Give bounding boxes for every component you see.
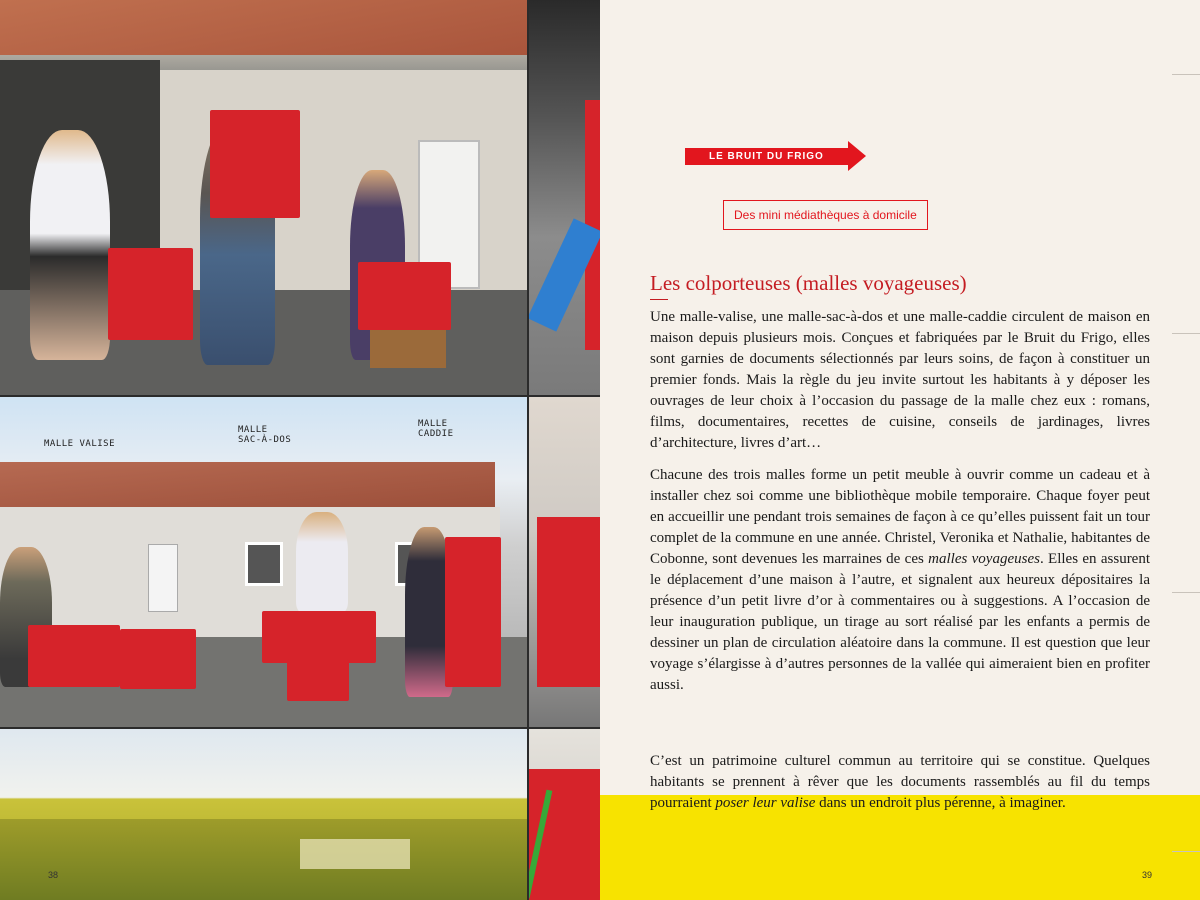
photo-strip-top xyxy=(529,0,600,395)
paragraph-1: Une malle-valise, une malle-sac-à-dos et une malle-caddie circulent de maison en maison depuis plusieurs mois. Conçues et fabriquées par le Bruit du Frigo, elles sont garnies de documents sélectionnés par leurs soins, de façon à constituer un premier fonds. Mais la règle du jeu invite surtout les habitants à y déposer les ouvrages de leur choix à l’occasion du passage de la malle chez eux : romans, films, documentaires, recettes de cuisine, conseils de jardinages, livres d’architecture, livres d’art… xyxy=(650,309,1150,451)
margin-tick xyxy=(1172,592,1200,593)
page-number-right: 39 xyxy=(1142,870,1153,880)
red-trunk-caddie xyxy=(358,262,451,330)
margin-tick xyxy=(1172,333,1200,334)
photo-strip-bottom xyxy=(529,729,600,900)
annotation-malle-valise: MALLE VALISE xyxy=(44,439,116,449)
red-trunk-suitcase xyxy=(108,248,193,340)
right-page xyxy=(600,0,1200,900)
article-heading: Les colporteuses (malles voyageuses) xyxy=(650,271,967,295)
emphasis-poser-leur-valise: poser leur valise xyxy=(715,795,816,811)
paragraph-2: Chacune des trois malles forme un petit meuble à ouvrir comme un cadeau et à installer chez soi comme une bibliothèque mobile temporaire. Chaque foyer peut en accueillir une pendant trois semaines de façon à ce qu’elles puissent fait un tour complet de la commune en une année. Christel, Veronika et Nathalie, habitantes de Cobonne, sont devenues les marraines de ces malles voyageuses. Elles en assurent le déplacement d’une maison à l’autre, et signalent aux heureux dépositaires la présence d’un petit livre d’or à commentaires ou à suggestions. A l’occasion de leur inauguration publique, un tirage au sort réalisé par les enfants a permis de dessiner un plan de circulation aléatoire dans la commune. Il est question que leur voyage s’élargisse à d’autres personnes de la vallée qui aimeraient bien en profiter aussi. xyxy=(650,467,1151,693)
paragraph-3: C’est un patrimoine culturel commun au territoire qui se constitue. Quelques habitants se prennent à rêver que les documents rassemblés au fil du temps pourraient poser leur valise dans un endroit plus pérenne, à imaginer. xyxy=(650,753,1150,811)
page-number-left: 38 xyxy=(48,870,59,880)
photo-children-carrying-trunks xyxy=(0,0,527,395)
section-tag-label: LE BRUIT DU FRIGO xyxy=(685,148,848,165)
annotation-malle-caddie: MALLE CADDIE xyxy=(418,419,454,439)
photo-strip-middle xyxy=(529,397,600,727)
photo-opened-trunks xyxy=(0,397,527,727)
photo-village-landscape xyxy=(0,729,527,900)
red-trunk-backpack xyxy=(210,110,300,218)
margin-tick xyxy=(1172,74,1200,75)
arrow-right-icon xyxy=(848,141,866,171)
subtitle-box: Des mini médiathèques à domicile xyxy=(723,200,928,230)
margin-tick xyxy=(1172,851,1200,852)
section-tag xyxy=(685,141,866,171)
emphasis-malles-voyageuses: malles voyageuses xyxy=(928,551,1040,567)
annotation-malle-sac-a-dos: MALLE SAC-À-DOS xyxy=(238,425,292,445)
heading-rule xyxy=(650,299,668,300)
